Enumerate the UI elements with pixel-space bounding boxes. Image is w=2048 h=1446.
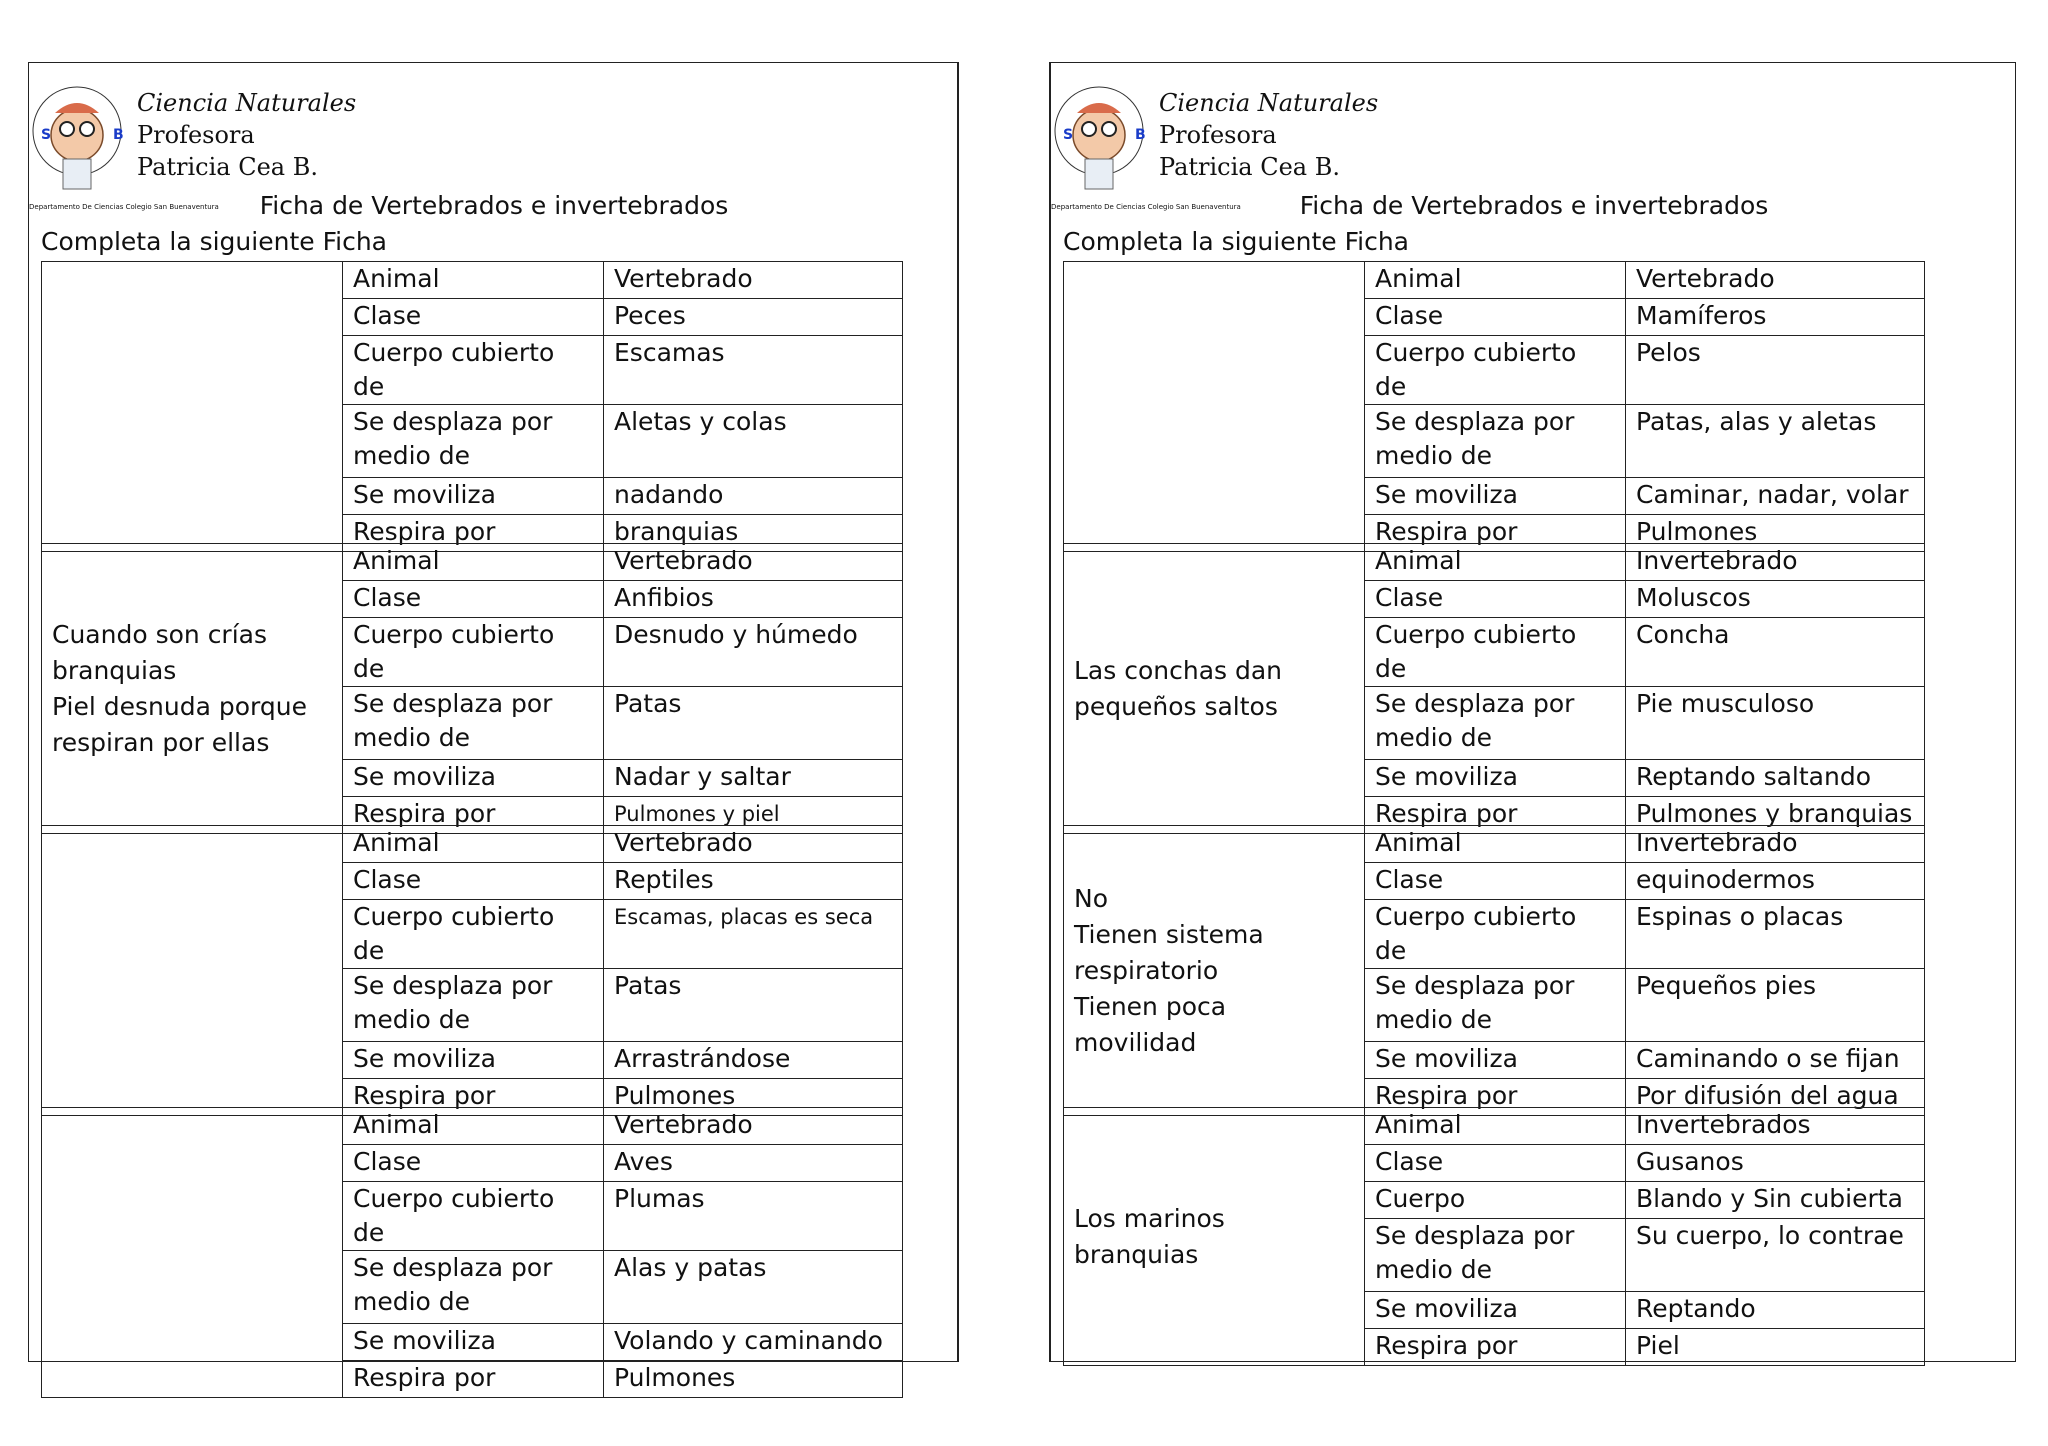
page-title: Ficha de Vertebrados e invertebrados bbox=[1299, 191, 1769, 220]
value-cuerpo: Espinas o placas bbox=[1626, 900, 1925, 969]
label-desplaza: Se desplaza por medio de bbox=[343, 687, 604, 760]
value-moviliza: Nadar y saltar bbox=[604, 760, 903, 797]
value-respira: Piel bbox=[1626, 1329, 1925, 1366]
ficha-table bbox=[1063, 1107, 1925, 1366]
label-clase: Clase bbox=[343, 863, 604, 900]
value-desplaza: Patas bbox=[604, 687, 903, 760]
value-clase: Aves bbox=[604, 1145, 903, 1182]
value-cuerpo: Escamas, placas es seca bbox=[604, 900, 903, 969]
label-cuerpo: Cuerpo cubierto de bbox=[343, 900, 604, 969]
value-clase: Peces bbox=[604, 299, 903, 336]
label-desplaza: Se desplaza por medio de bbox=[1365, 687, 1626, 760]
label-clase: Clase bbox=[343, 581, 604, 618]
instruction: Completa la siguiente Ficha bbox=[41, 227, 387, 256]
label-moviliza: Se moviliza bbox=[343, 1042, 604, 1079]
ficha-table bbox=[41, 1107, 903, 1398]
label-cuerpo: Cuerpo cubierto de bbox=[343, 1182, 604, 1251]
label-animal: Animal bbox=[343, 826, 604, 863]
label-animal: Animal bbox=[1365, 1108, 1626, 1145]
right-page bbox=[1050, 62, 2016, 1362]
value-respira: Por difusión del agua bbox=[1626, 1079, 1925, 1116]
teacher-role: Profesora bbox=[1159, 121, 1277, 149]
ficha-table bbox=[1063, 825, 1925, 1116]
value-cuerpo: Blando y Sin cubierta bbox=[1626, 1182, 1925, 1219]
value-animal: Vertebrado bbox=[604, 1108, 903, 1145]
teacher-role: Profesora bbox=[137, 121, 255, 149]
label-animal: Animal bbox=[1365, 544, 1626, 581]
value-respira: Pulmones bbox=[604, 1361, 903, 1398]
label-respira: Respira por bbox=[343, 1079, 604, 1116]
value-moviliza: Arrastrándose bbox=[604, 1042, 903, 1079]
label-clase: Clase bbox=[1365, 1145, 1626, 1182]
value-animal: Invertebrado bbox=[1626, 826, 1925, 863]
label-desplaza: Se desplaza por medio de bbox=[343, 405, 604, 478]
label-cuerpo: Cuerpo cubierto de bbox=[1365, 336, 1626, 405]
label-respira: Respira por bbox=[1365, 1329, 1626, 1366]
label-cuerpo: Cuerpo cubierto de bbox=[343, 336, 604, 405]
label-desplaza: Se desplaza por medio de bbox=[1365, 405, 1626, 478]
ficha-table bbox=[41, 543, 903, 834]
label-cuerpo: Cuerpo cubierto de bbox=[343, 618, 604, 687]
ficha-table bbox=[41, 825, 903, 1116]
label-clase: Clase bbox=[1365, 863, 1626, 900]
logo-letter-b: B bbox=[113, 127, 124, 143]
logo-letter-b: B bbox=[1135, 127, 1146, 143]
note-line: Cuando son crías bbox=[52, 619, 268, 649]
value-moviliza: Volando y caminando bbox=[604, 1324, 903, 1361]
ficha-table bbox=[41, 261, 903, 552]
value-cuerpo: Pelos bbox=[1626, 336, 1925, 405]
label-cuerpo: Cuerpo bbox=[1365, 1182, 1626, 1219]
label-animal: Animal bbox=[343, 544, 604, 581]
value-cuerpo: Desnudo y húmedo bbox=[604, 618, 903, 687]
page-title: Ficha de Vertebrados e invertebrados bbox=[259, 191, 729, 220]
value-animal: Invertebrados bbox=[1626, 1108, 1925, 1145]
value-desplaza: Patas, alas y aletas bbox=[1626, 405, 1925, 478]
value-clase: Anfibios bbox=[604, 581, 903, 618]
value-respira: Pulmones bbox=[1626, 515, 1925, 552]
note-cell bbox=[42, 826, 343, 1116]
value-clase: equinodermos bbox=[1626, 863, 1925, 900]
value-desplaza: Pie musculoso bbox=[1626, 687, 1925, 760]
value-respira: Pulmones bbox=[604, 1079, 903, 1116]
note-line: Los marinos branquias bbox=[1074, 1203, 1225, 1269]
teacher-name: Patricia Cea B. bbox=[137, 153, 318, 181]
note-cell bbox=[42, 1108, 343, 1398]
note-cell bbox=[1064, 1108, 1365, 1366]
logo-text: Departamento De Ciencias Colegio San Buenaventura bbox=[29, 203, 219, 211]
logo-letter-s: S bbox=[41, 127, 52, 143]
label-animal: Animal bbox=[343, 1108, 604, 1145]
value-clase: Reptiles bbox=[604, 863, 903, 900]
label-respira: Respira por bbox=[1365, 797, 1626, 834]
label-desplaza: Se desplaza por medio de bbox=[343, 969, 604, 1042]
label-moviliza: Se moviliza bbox=[343, 478, 604, 515]
note-line: respiran por ellas bbox=[52, 727, 270, 757]
label-clase: Clase bbox=[343, 1145, 604, 1182]
value-clase: Moluscos bbox=[1626, 581, 1925, 618]
note-line: branquias bbox=[52, 655, 177, 685]
value-moviliza: Caminando o se fijan bbox=[1626, 1042, 1925, 1079]
label-moviliza: Se moviliza bbox=[1365, 760, 1626, 797]
label-moviliza: Se moviliza bbox=[1365, 478, 1626, 515]
note-line: Piel desnuda porque bbox=[52, 691, 307, 721]
label-clase: Clase bbox=[1365, 581, 1626, 618]
value-clase: Mamíferos bbox=[1626, 299, 1925, 336]
label-respira: Respira por bbox=[1365, 1079, 1626, 1116]
label-animal: Animal bbox=[1365, 826, 1626, 863]
logo-letter-s: S bbox=[1063, 127, 1074, 143]
ficha-table bbox=[1063, 543, 1925, 834]
value-desplaza: Pequeños pies bbox=[1626, 969, 1925, 1042]
note-line: Tienen poca movilidad bbox=[1074, 991, 1227, 1057]
note-line: No bbox=[1074, 883, 1108, 913]
label-respira: Respira por bbox=[1365, 515, 1626, 552]
label-clase: Clase bbox=[1365, 299, 1626, 336]
label-cuerpo: Cuerpo cubierto de bbox=[1365, 900, 1626, 969]
note-cell bbox=[1064, 826, 1365, 1116]
note-line: Las conchas dan bbox=[1074, 655, 1283, 685]
value-desplaza: Su cuerpo, lo contrae bbox=[1626, 1219, 1925, 1292]
label-respira: Respira por bbox=[343, 1361, 604, 1398]
note-line: Tienen sistema bbox=[1074, 919, 1264, 949]
value-animal: Vertebrado bbox=[1626, 262, 1925, 299]
value-respira: Pulmones y branquias bbox=[1626, 797, 1925, 834]
value-moviliza: Reptando saltando bbox=[1626, 760, 1925, 797]
subject: Ciencia Naturales bbox=[137, 89, 357, 117]
value-desplaza: Aletas y colas bbox=[604, 405, 903, 478]
label-cuerpo: Cuerpo cubierto de bbox=[1365, 618, 1626, 687]
value-animal: Vertebrado bbox=[604, 544, 903, 581]
label-clase: Clase bbox=[343, 299, 604, 336]
value-cuerpo: Escamas bbox=[604, 336, 903, 405]
logo-text: Departamento De Ciencias Colegio San Buenaventura bbox=[1051, 203, 1241, 211]
note-line: pequeños saltos bbox=[1074, 691, 1278, 721]
label-animal: Animal bbox=[343, 262, 604, 299]
value-desplaza: Patas bbox=[604, 969, 903, 1042]
value-respira: Pulmones y piel bbox=[604, 797, 903, 834]
value-desplaza: Alas y patas bbox=[604, 1251, 903, 1324]
value-moviliza: Caminar, nadar, volar bbox=[1626, 478, 1925, 515]
label-desplaza: Se desplaza por medio de bbox=[1365, 969, 1626, 1042]
label-moviliza: Se moviliza bbox=[343, 1324, 604, 1361]
label-moviliza: Se moviliza bbox=[343, 760, 604, 797]
note-cell bbox=[1064, 544, 1365, 834]
label-moviliza: Se moviliza bbox=[1365, 1042, 1626, 1079]
note-cell bbox=[1064, 262, 1365, 552]
instruction: Completa la siguiente Ficha bbox=[1063, 227, 1409, 256]
value-moviliza: nadando bbox=[604, 478, 903, 515]
value-cuerpo: Concha bbox=[1626, 618, 1925, 687]
subject: Ciencia Naturales bbox=[1159, 89, 1379, 117]
label-animal: Animal bbox=[1365, 262, 1626, 299]
label-respira: Respira por bbox=[343, 515, 604, 552]
label-respira: Respira por bbox=[343, 797, 604, 834]
note-line: respiratorio bbox=[1074, 955, 1219, 985]
value-animal: Vertebrado bbox=[604, 262, 903, 299]
ficha-table bbox=[1063, 261, 1925, 552]
value-animal: Vertebrado bbox=[604, 826, 903, 863]
value-animal: Invertebrado bbox=[1626, 544, 1925, 581]
note-cell bbox=[42, 262, 343, 552]
teacher-name: Patricia Cea B. bbox=[1159, 153, 1340, 181]
label-desplaza: Se desplaza por medio de bbox=[343, 1251, 604, 1324]
note-cell bbox=[42, 544, 343, 834]
label-moviliza: Se moviliza bbox=[1365, 1292, 1626, 1329]
value-respira: branquias bbox=[604, 515, 903, 552]
left-page bbox=[28, 62, 958, 1392]
value-moviliza: Reptando bbox=[1626, 1292, 1925, 1329]
page-gutter bbox=[958, 62, 1050, 1362]
value-cuerpo: Plumas bbox=[604, 1182, 903, 1251]
value-clase: Gusanos bbox=[1626, 1145, 1925, 1182]
label-desplaza: Se desplaza por medio de bbox=[1365, 1219, 1626, 1292]
